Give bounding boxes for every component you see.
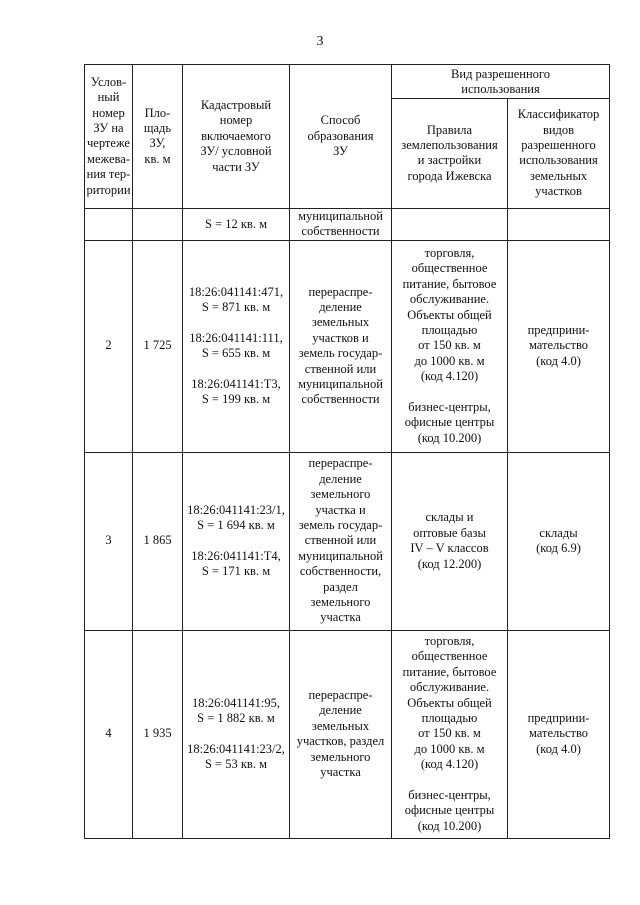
table-row [85,630,610,838]
header-cadastral-number: Кадастровый номер включаемого ЗУ/ условной части ЗУ [183,65,290,209]
cell-classifier: предприни- мательство (код 4.0) [508,240,610,452]
header-zoning-rules: Правила землепользования и застройки города Ижевска [392,98,508,208]
page-number: 3 [316,34,324,49]
header-formation-method: Способ образования ЗУ [290,65,392,209]
table-row [85,240,610,452]
table-row [85,452,610,630]
cell-classifier: предприни- мательство (код 4.0) [508,630,610,838]
cell-plot-number: 4 [85,630,133,838]
cell-rules [392,208,508,240]
cell-classifier [508,208,610,240]
header-plot-number: Услов- ный номер ЗУ на чертеже межева- ния тер- ритории [85,65,133,209]
cell-cadastral: 18:26:041141:23/1, S = 1 694 кв. м 18:26:041141:Т4, S = 171 кв. м [183,452,290,630]
cell-method: перераспре- деление земельного участка и земель государ- ственной или муниципальной собственности, раздел земельного участка [290,452,392,630]
cell-rules: торговля, общественное питание, бытовое обслуживание. Объекты общей площадью от 150 кв. м до 1000 кв. м (код 4.120) бизнес-центры, офисные центры (код 10.200) [392,240,508,452]
cell-area: 1 935 [133,630,183,838]
cell-rules: торговля, общественное питание, бытовое обслуживание. Объекты общей площадью от 150 кв. м до 1000 кв. м (код 4.120) бизнес-центры, офисные центры (код 10.200) [392,630,508,838]
table-row [85,208,610,240]
cell-plot-number: 2 [85,240,133,452]
cell-plot-number: 3 [85,452,133,630]
cell-cadastral: 18:26:041141:95, S = 1 882 кв. м 18:26:041141:23/2, S = 53 кв. м [183,630,290,838]
land-plots-table [84,64,610,839]
cell-method: муниципальной собственности [290,208,392,240]
cell-area [133,208,183,240]
header-area: Пло- щадь ЗУ, кв. м [133,65,183,209]
cell-classifier: склады (код 6.9) [508,452,610,630]
cell-area: 1 865 [133,452,183,630]
cell-cadastral: 18:26:041141:471, S = 871 кв. м 18:26:041141:111, S = 655 кв. м 18:26:041141:Т3, S = 199 кв. м [183,240,290,452]
cell-method: перераспре- деление земельных участков, раздел земельного участка [290,630,392,838]
cell-rules: склады и оптовые базы IV – V классов (код 12.200) [392,452,508,630]
header-classifier: Классификатор видов разрешенного использования земельных участков [508,98,610,208]
header-permitted-use: Вид разрешенного использования [392,65,610,99]
cell-plot-number [85,208,133,240]
cell-method: перераспре- деление земельных участков и земель государ- ственной или муниципальной собственности [290,240,392,452]
cell-cadastral: S = 12 кв. м [183,208,290,240]
cell-area: 1 725 [133,240,183,452]
